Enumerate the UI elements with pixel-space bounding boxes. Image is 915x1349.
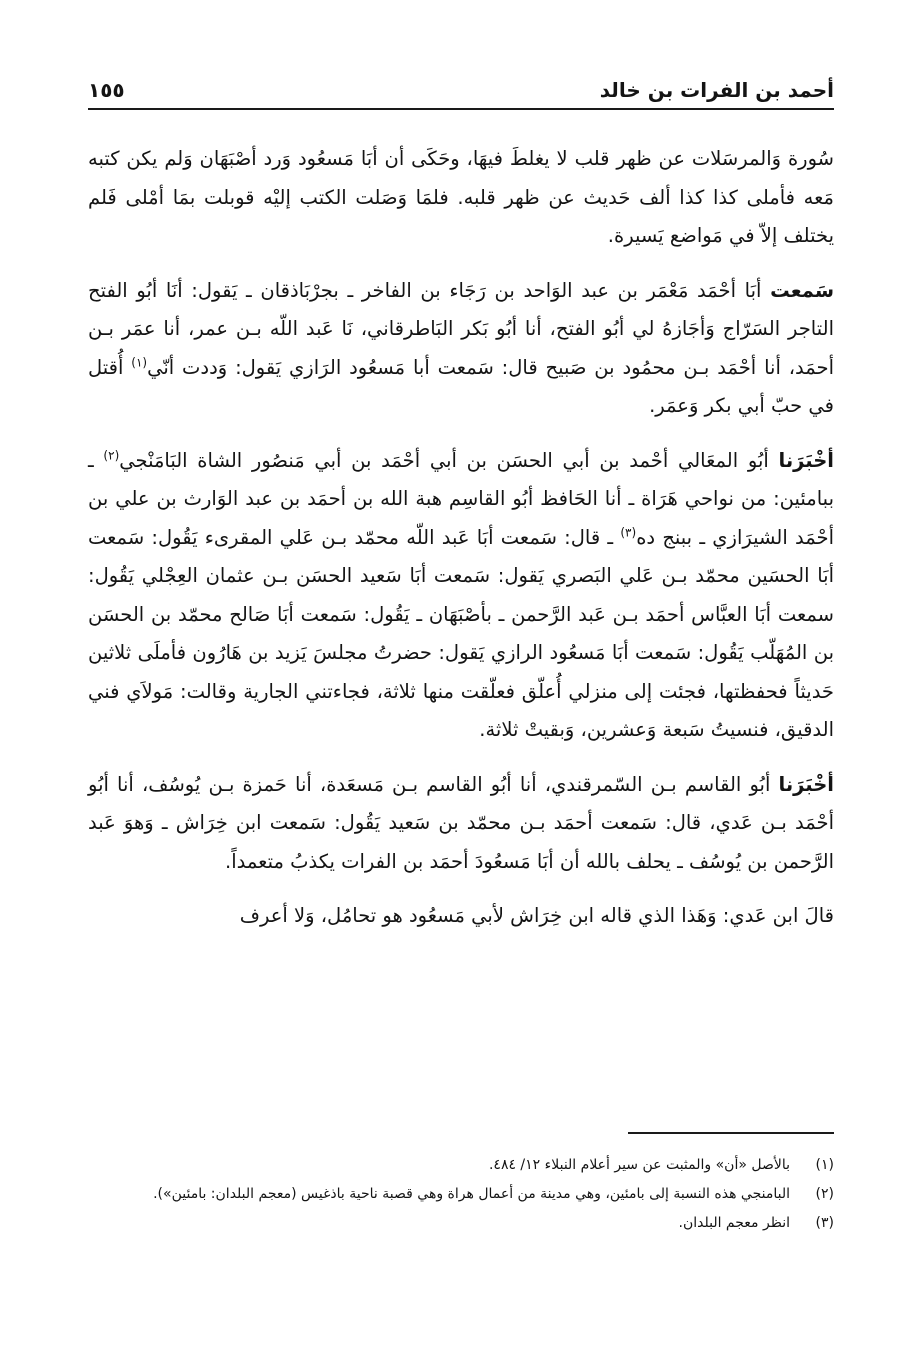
paragraph-2 xyxy=(88,272,834,426)
paragraph-2-text-b: أُقتل في حبّ أبي بكر وَعمَر. xyxy=(88,355,834,417)
footnote-text: انظر معجم البلدان. xyxy=(678,1215,790,1231)
paragraph-5 xyxy=(88,897,834,936)
footnote-ref-2: (٢) xyxy=(103,448,120,462)
paragraph-3-text-b: ـ ببامئين: من نواحي هَرَاة ـ أنا الحَافظ أبُو القاسِم هبة الله بن أحمَد بن عبد الوَارث بن علي بن أحْمَد الشيرَازي ـ ببنج ده xyxy=(88,448,835,549)
footnote-text: بالأصل «أن» والمثبت عن سير أعلام النبلاء ١٢/ ٤٨٤. xyxy=(488,1157,790,1173)
paragraph-5-text: قالَ ابن عَدي: وَهَذا الذي قاله ابن خِرَاش لأبي مَسعُود هو تحامُل، وَلا أعرف xyxy=(239,904,834,927)
paragraph-4-text: أبُو القاسم بـن السّمرقندي، أنا أبُو القاسم بـن مَسعَدة، أنا حَمزة بـن يُوسُف، أنا أبُو أحْمَد بـن عَدي، قال: سَمعت أحمَد بـن محمّد بن سَعيد يَقُول: سَمعت ابن خِرَاش ـ وَهوَ عَبد الرَّحمن بن يُوسُف ـ يحلف بالله أن أبَا مَسعُودَ أحمَد بن الفرات يكذبُ متعمداً. xyxy=(88,772,834,873)
page-header xyxy=(88,76,834,106)
footnote-ref-1: (١) xyxy=(131,355,148,369)
paragraph-1 xyxy=(88,140,834,256)
paragraph-3-text-c: ـ قال: سَمعت أبَا عَبد اللّه محمّد بـن عَلي المقرىء يَقُول: سَمعت أبَا الحسَين محمّد بـن عَلي البَصري يَقول: سَمعت أبَا سَعيد الحسَن بـن عثمان العِجْلي يَقُول: سمعت أبَا العبَّاس أحمَد بـن عَبد الرَّحمن ـ بأصْبَهَان ـ يَقُول: سَمعت أبَا صَالح محمّد بن الحسَن بن المُهَلّب يَقُول: سَمعت أبَا مَسعُود الرازي يَقول: حضرتُ مجلسَ يَزيد بن هَارُون فأملَى ثلاثين حَديثاً فحفظتها، فجئت إلى منزلي أُعلّق فعلّقت منها ثلاثة، فجاءتني الجارية وقالت: مَولاَي فني الدقيق، فنسيتُ سَبعة وَعشرين، وَبقيتْ ثلاثة. xyxy=(88,525,834,741)
paragraph-4 xyxy=(88,766,834,882)
running-title: أحمد بن الفرات بن خالد xyxy=(599,78,834,102)
footnote-ref-3: (٣) xyxy=(620,525,637,539)
paragraph-2-text-a: أبَا أحْمَد مَعْمَر بن عبد الوَاحد بن رَجَاء بن الفاخر ـ بجرْبَاذقان ـ يَقول: أنَا أبُو الفتح التاجر السَرّاج وَأجَازهُ لي أبُو الفتح، أنا أبُو بَكر البَاطرقاني، نَا عَبد اللّه بـن عمر، أنا عمَر بـن أحمَد، أنا أحْمَد بـن محمُود بن صَبيح قال: سَمعت أبا مَسعُود الرَازي يَقول: وَددت أنّي xyxy=(88,278,834,379)
header-divider xyxy=(88,108,834,110)
paragraph-1-text: سُورة وَالمرسَلات عن ظهر قلب لا يغلطَ فيهَا، وحَكَى أن أبَا مَسعُود وَرد أصْبَهَان وَلم يكن كتبه مَعه فأملى كذا كذا ألف حَديث عن ظهر قلبه. فلمَا وَصَلت الكتب إليْه قوبلت بمَا أمْلى فَلم يختلف إلاّ في مَواضع يَسيرة. xyxy=(88,147,834,247)
main-text xyxy=(88,140,834,952)
paragraph-3-lead: أخْبَرَنا xyxy=(778,448,834,472)
paragraph-2-lead: سَمعت xyxy=(770,278,834,302)
paragraph-4-lead: أخْبَرَنا xyxy=(778,772,834,796)
footnotes xyxy=(88,1153,834,1240)
footnote-item xyxy=(88,1182,834,1207)
footnote-item xyxy=(88,1153,834,1178)
footnote-number: (٣) xyxy=(815,1215,834,1231)
paragraph-3 xyxy=(88,442,834,750)
page-number: ١٥٥ xyxy=(88,78,125,102)
paragraph-3-text-a: أبُو المعَالي أحْمد بن أبي الحسَن بن أبي أحْمَد بن أبي مَنصُور الشاة البَامَنْجي xyxy=(119,448,779,472)
footnote-number: (١) xyxy=(815,1157,834,1173)
footnote-item xyxy=(88,1211,834,1236)
footnote-divider xyxy=(628,1132,834,1134)
footnote-number: (٢) xyxy=(815,1186,834,1202)
footnote-text: البامنجي هذه النسبة إلى بامئين، وهي مدينة من أعمال هراة وهي قصبة ناحية باذغيس (معجم البلدان: بامئين»). xyxy=(153,1186,790,1202)
